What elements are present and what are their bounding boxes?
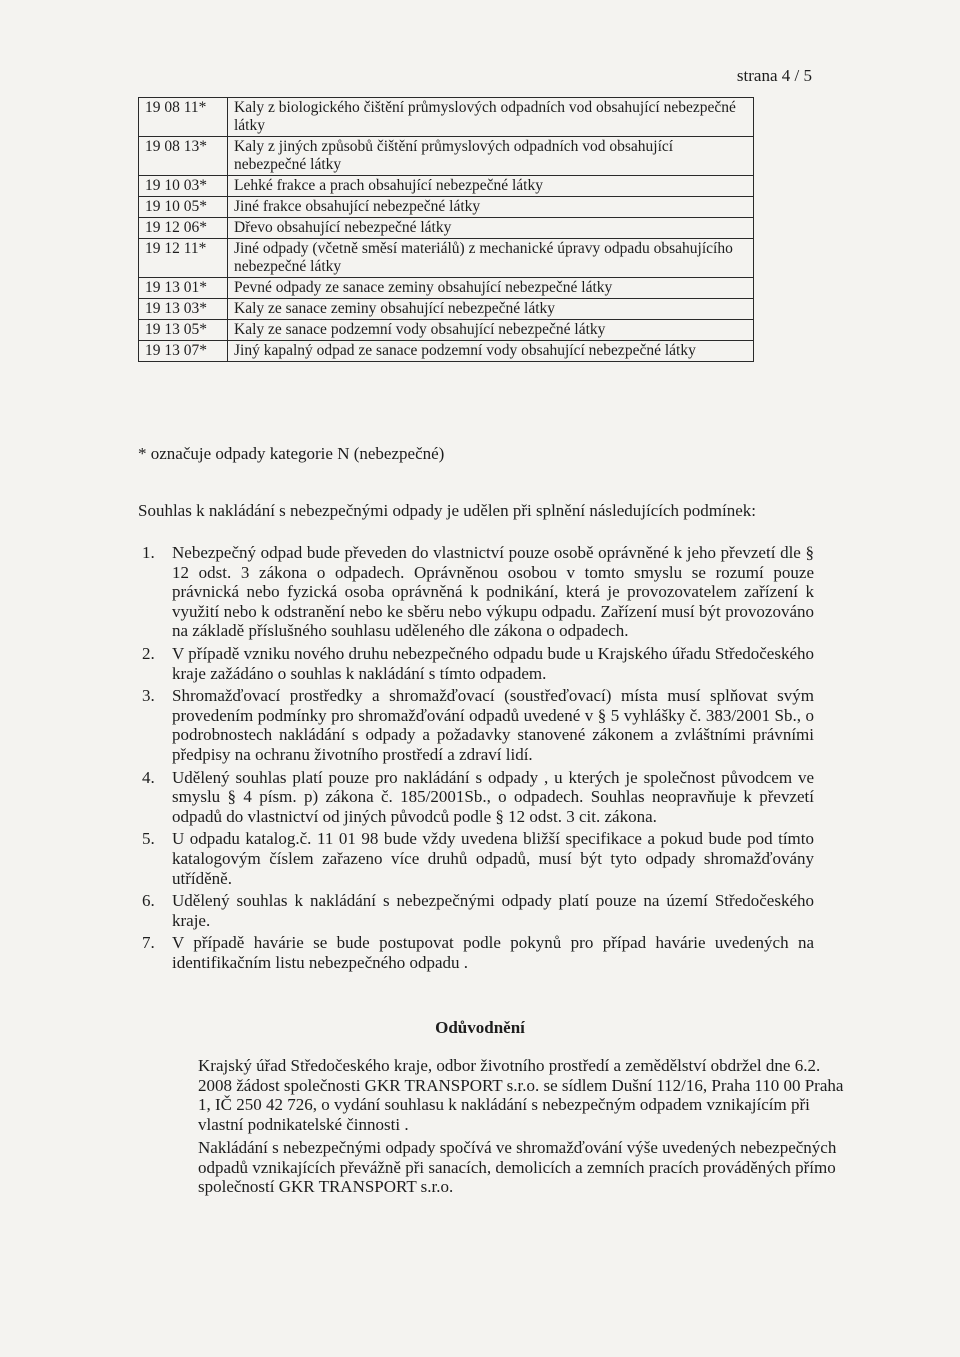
waste-description-cell: Lehké frakce a prach obsahující nebezpečné látky bbox=[228, 176, 754, 197]
waste-code-cell: 19 12 11* bbox=[139, 239, 228, 278]
waste-description-cell: Kaly z biologického čištění průmyslových odpadních vod obsahující nebezpečné látky bbox=[228, 98, 754, 137]
table-row bbox=[139, 218, 754, 239]
table-row bbox=[139, 239, 754, 278]
waste-description-cell: Jiné odpady (včetně směsí materiálů) z mechanické úpravy odpadu obsahujícího nebezpečné látky bbox=[228, 239, 754, 278]
waste-description-cell: Jiný kapalný odpad ze sanace podzemní vody obsahující nebezpečné látky bbox=[228, 341, 754, 362]
waste-description-cell: Dřevo obsahující nebezpečné látky bbox=[228, 218, 754, 239]
waste-table bbox=[138, 97, 754, 362]
condition-text: U odpadu katalog.č. 11 01 98 bude vždy uvedena bližší specifikace a pokud bude pod tímto katalogovým číslem zařazeno více druhů odpadů, musí být tyto odpady shromažďovány utříděně. bbox=[172, 829, 814, 888]
table-row bbox=[139, 341, 754, 362]
condition-item bbox=[138, 768, 814, 827]
waste-code-cell: 19 13 01* bbox=[139, 278, 228, 299]
condition-number: 2. bbox=[142, 643, 155, 663]
table-row bbox=[139, 98, 754, 137]
footnote: * označuje odpady kategorie N (nebezpečné) bbox=[138, 444, 445, 463]
waste-code-cell: 19 13 03* bbox=[139, 299, 228, 320]
condition-item bbox=[138, 829, 814, 888]
waste-description-cell: Kaly ze sanace podzemní vody obsahující nebezpečné látky bbox=[228, 320, 754, 341]
waste-code-cell: 19 10 05* bbox=[139, 197, 228, 218]
table-row bbox=[139, 137, 754, 176]
condition-item bbox=[138, 686, 814, 764]
conditions-list bbox=[138, 543, 814, 975]
waste-code-cell: 19 13 05* bbox=[139, 320, 228, 341]
condition-number: 7. bbox=[142, 933, 155, 953]
waste-code-cell: 19 13 07* bbox=[139, 341, 228, 362]
table-row bbox=[139, 299, 754, 320]
justification-paragraph-1: Krajský úřad Středočeského kraje, odbor životního prostředí a zemědělství obdržel dne 6.2. 2008 žádost společnosti GKR TRANSPORT s.r.o. se sídlem Dušní 112/16, Praha 110 00 Praha 1, IČ 250 42 726, o vydání souhlasu k nakládání s nebezpečným odpadem vznikajícím při vlastní podnikatelské činnosti . bbox=[198, 1056, 844, 1134]
waste-description-cell: Kaly ze sanace zeminy obsahující nebezpečné látky bbox=[228, 299, 754, 320]
condition-text: V případě vzniku nového druhu nebezpečného odpadu bude u Krajského úřadu Středočeského kraje zažádáno o souhlas k nakládání s tímto odpadem. bbox=[172, 643, 814, 683]
condition-number: 6. bbox=[142, 891, 155, 911]
condition-item bbox=[138, 644, 814, 683]
waste-description-cell: Pevné odpady ze sanace zeminy obsahující nebezpečné látky bbox=[228, 278, 754, 299]
condition-number: 3. bbox=[142, 686, 155, 706]
condition-number: 1. bbox=[142, 543, 155, 562]
waste-code-cell: 19 08 13* bbox=[139, 137, 228, 176]
condition-number: 5. bbox=[142, 829, 155, 849]
condition-number: 4. bbox=[142, 767, 155, 787]
waste-code-cell: 19 08 11* bbox=[139, 98, 228, 137]
table-row bbox=[139, 197, 754, 218]
waste-description-cell: Kaly z jiných způsobů čištění průmyslových odpadních vod obsahující nebezpečné látky bbox=[228, 137, 754, 176]
table-row bbox=[139, 278, 754, 299]
page-number: strana 4 / 5 bbox=[736, 66, 812, 85]
condition-text: V případě havárie se bude postupovat podle pokynů pro případ havárie uvedených na identifikačním listu nebezpečného odpadu . bbox=[172, 933, 814, 972]
condition-text: Nebezpečný odpad bude převeden do vlastnictví pouze osobě oprávněné k jeho převzetí dle § 12 odst. 3 zákona o odpadech. Oprávněnou osobou v tomto smyslu se rozumí pouze právnická nebo fyzická osoba oprávněná k podnikání, která je provozovatelem zařízení k využití nebo k odstranění nebo ke sběru nebo výkupu odpadu. Zařízení musí být provozováno na základě příslušného souhlasu uděleného dle zákona o odpadech. bbox=[172, 543, 814, 641]
table-row bbox=[139, 176, 754, 197]
justification-heading: Odůvodnění bbox=[435, 1018, 525, 1037]
waste-code-cell: 19 10 03* bbox=[139, 176, 228, 197]
waste-table-body bbox=[139, 98, 754, 362]
justification-paragraph-2: Nakládání s nebezpečnými odpady spočívá ve shromažďování výše uvedených nebezpečných odpadů vznikajících převážně při sanacích, demolicích a zemních pracích prováděných přímo společností GKR TRANSPORT s.r.o. bbox=[198, 1138, 837, 1196]
condition-item bbox=[138, 543, 814, 641]
condition-text: Udělený souhlas platí pouze pro nakládání s odpady , u kterých je společnost původcem ve smyslu § 4 písm. p) zákona č. 185/2001Sb., o odpadech. Souhlas neopravňuje k převzetí odpadů do vlastnictví od jiných původců podle § 12 odst. 3 cit. zákona. bbox=[172, 767, 814, 826]
consent-intro: Souhlas k nakládání s nebezpečnými odpady je udělen při splnění následujících podmínek: bbox=[138, 501, 756, 520]
condition-text: Shromažďovací prostředky a shromažďovací (soustřeďovací) místa musí splňovat svým provedením podmínky pro shromažďování odpadů uvedené v § 5 vyhlášky č. 383/2001 Sb., o podrobnostech nakládání s odpady a požadavky stanovené zákonem a zvláštními právními předpisy na ochranu životního prostředí a zdraví lidí. bbox=[172, 686, 814, 764]
condition-text: Udělený souhlas k nakládání s nebezpečnými odpady platí pouze na území Středočeského kraje. bbox=[172, 891, 814, 930]
table-row bbox=[139, 320, 754, 341]
condition-item bbox=[138, 933, 814, 972]
waste-code-cell: 19 12 06* bbox=[139, 218, 228, 239]
condition-item bbox=[138, 891, 814, 930]
waste-description-cell: Jiné frakce obsahující nebezpečné látky bbox=[228, 197, 754, 218]
